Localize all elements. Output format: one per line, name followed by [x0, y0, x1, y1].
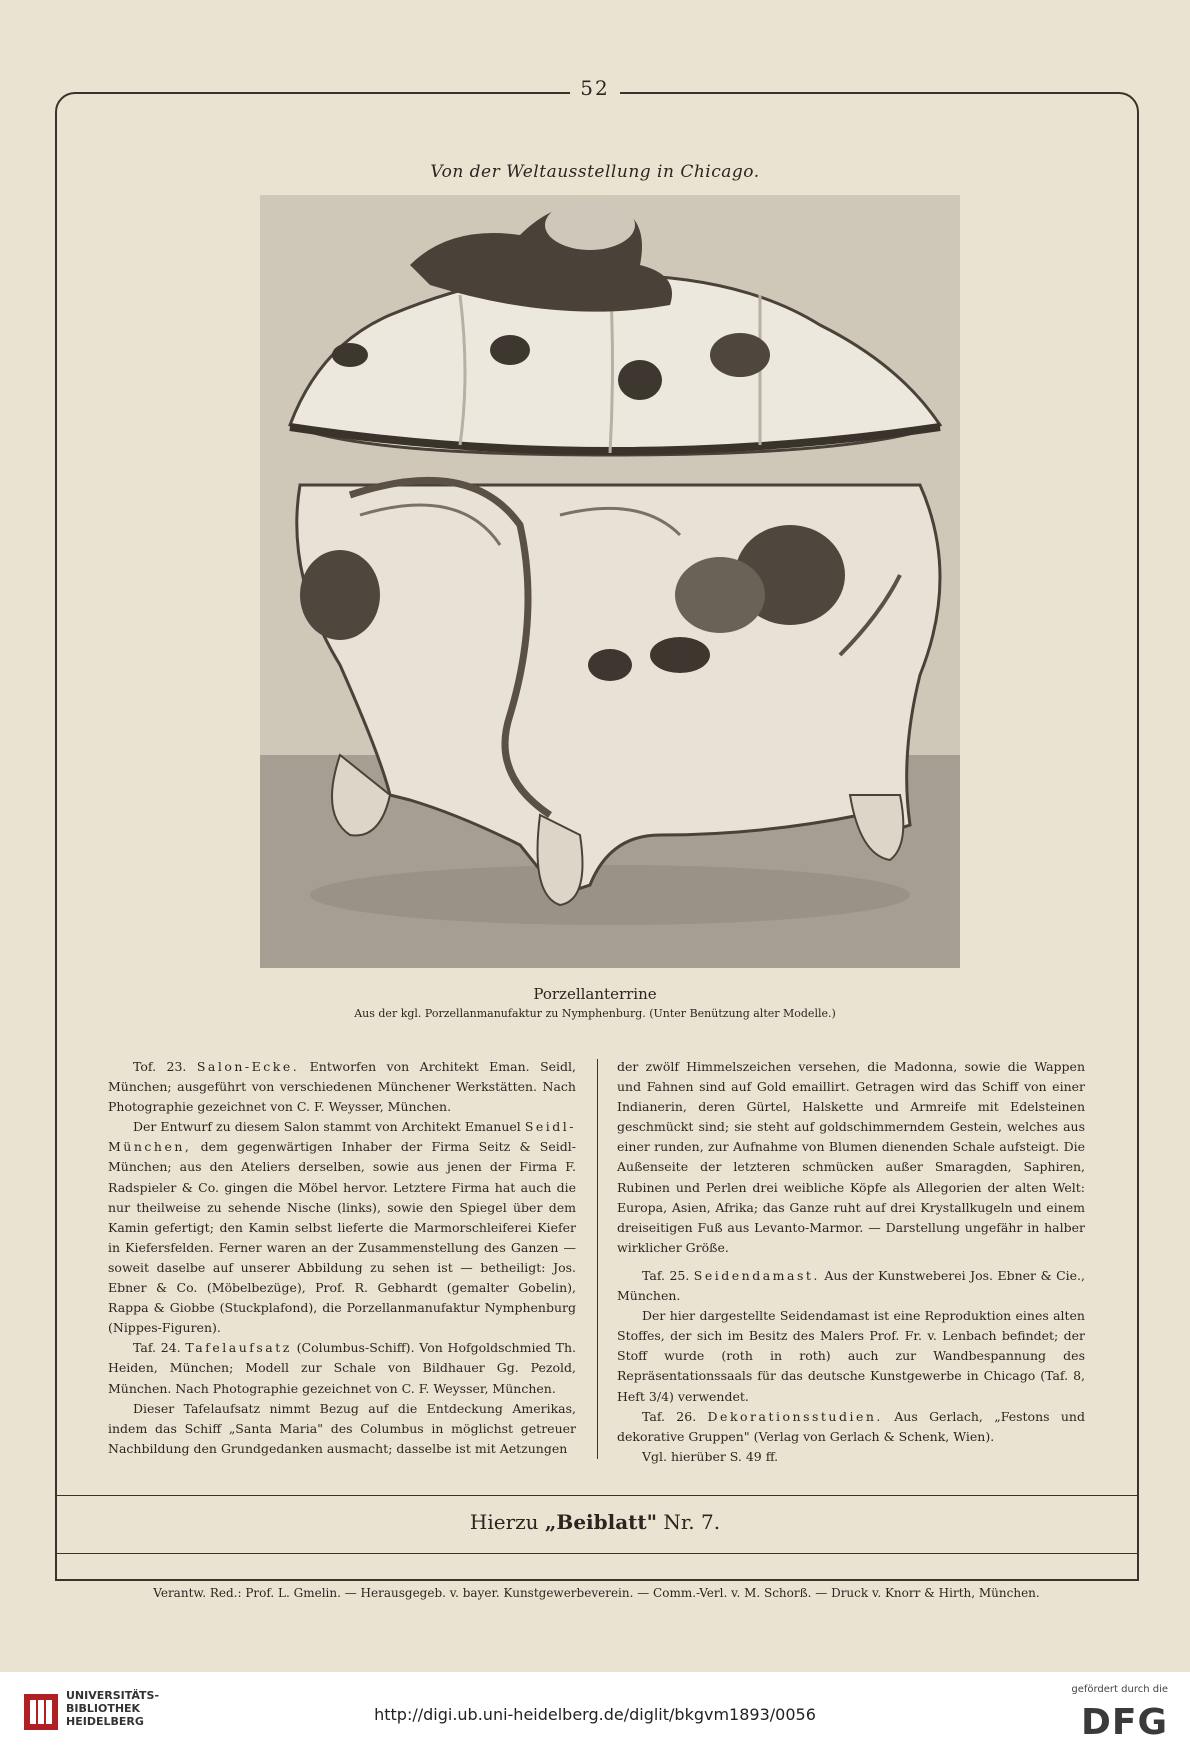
right-column [617, 1057, 1085, 1467]
figure-caption-title: Porzellanterrine [533, 985, 657, 1003]
paragraph: der zwölf Himmelszeichen versehen, die Madonna, sowie die Wappen und Fahnen sind auf Gold emaillirt. Getragen wird das Schiff von einer Indianerin, deren Gürtel, Halskette und Armreife mit Edelsteinen geschmückt sind; sie steht auf goldschimmerndem Gestein, welches aus einer runden, zur Aufnahme von Blumen dienenden Schale aufsteigt. Die Außenseite der letzteren schmücken außer Smaragden, Saphiren, Rubinen und Perlen drei weibliche Köpfe als Allegorien der alten Welt: Europa, Asien, Afrika; das Ganze ruht auf drei Krystallkugeln und einem dreiseitigen Fuß aus Levanto-Marmor. — Darstellung ungefähr in halber wirklicher Größe. [617, 1059, 1085, 1255]
left-column [108, 1057, 576, 1459]
page-number [0, 76, 1190, 100]
paragraph: Vgl. hierüber S. 49 ff. [642, 1448, 779, 1464]
paragraph: Dieser Tafelaufsatz nimmt Bezug auf die Entdeckung Amerikas, indem das Schiff „Santa Maria" des Columbus in möglichst getreuer Nachbildung den Grundgedanken ausmacht; dasselbe ist mit Aetzungen [108, 1400, 576, 1456]
paragraph: Taf. 25. Seidendamast. Aus der Kunstweberei Jos. Ebner & Cie., München. [617, 1267, 1085, 1304]
figure-caption-subtitle: Aus der kgl. Porzellanmanufaktur zu Nymphenburg. (Unter Benützung alter Modelle.) [354, 1007, 836, 1020]
paragraph: Der Entwurf zu diesem Salon stammt von Architekt Emanuel Seidl-München, dem gegenwärtigen Inhaber der Firma Seitz & Seidl-München; aus den Ateliers derselben, sowie aus jenen der Firma F. Radspieler & Co. gingen die Möbel hervor. Letztere Firma hat auch die nur theilweise zu sehende Nische (links), sowie den Spiegel über dem Kamin gefertigt; den Kamin selbst lieferte die Marmorschleiferei Kiefer in Kiefersfelden. Ferner waren an der Zusammenstellung des Ganzen — soweit daselbe auf unserer Abbildung zu sehen ist — betheiligt: Jos. Ebner & Co. (Möbelbezüge), Prof. R. Gebhardt (gemalter Gobelin), Rappa & Giobbe (Stuckplafond), die Porzellanmanufaktur Nymphenburg (Nippes-Figuren). [108, 1119, 576, 1336]
dfg-logo: DFG [1080, 1702, 1168, 1743]
page-number-text: 52 [570, 76, 619, 100]
porcelain-tureen-icon [260, 195, 960, 968]
paragraph: Tof. 23. Salon-Ecke. Entworfen von Architekt Eman. Seidl, München; ausgeführt von verschiedenen Münchener Werkstätten. Nach Photographie gezeichnet von C. F. Weysser, München. [108, 1059, 577, 1115]
divider-rule [55, 1553, 1139, 1554]
supplement-note: Hierzu „Beiblatt" Nr. 7. [469, 1510, 721, 1534]
paragraph: Taf. 26. Dekorationsstudien. Aus Gerlach, „Festons und dekorative Gruppen" (Verlag von Gerlach & Schenk, Wien). [617, 1408, 1085, 1444]
source-url[interactable]: http://digi.ub.uni-heidelberg.de/diglit/bkgvm1893/0056 [374, 1705, 816, 1724]
digitization-footer [0, 1672, 1190, 1757]
text-columns [108, 1057, 1085, 1463]
imprint-line: Verantw. Red.: Prof. L. Gmelin. — Herausgegeb. v. bayer. Kunstgewerbeverein. — Comm.-Verl. v. M. Schorß. — Druck v. Knorr & Hirth, München. [153, 1586, 1040, 1600]
column-divider [597, 1059, 598, 1459]
section-heading: Von der Weltausstellung in Chicago. [430, 162, 760, 182]
library-name: UNIVERSITÄTS- BIBLIOTHEK HEIDELBERG [66, 1689, 160, 1728]
paragraph: Der hier dargestellte Seidendamast ist eine Reproduktion eines alten Stoffes, der sich im Besitz des Malers Prof. Fr. v. Lenbach befindet; der Stoff wurde (roth in roth) auch zur Wandbespannung des Repräsentationssaals für das deutsche Kunstgewerbe in Chicago (Taf. 8, Heft 3/4) verwendet. [617, 1308, 1085, 1404]
divider-rule [55, 1495, 1139, 1496]
funding-note: gefördert durch die [1071, 1684, 1168, 1695]
paragraph: Taf. 24. Tafelaufsatz (Columbus-Schiff). Von Hofgoldschmied Th. Heiden, München; Modell zur Schale von Bildhauer Gg. Pezold, München. Nach Photographie gezeichnet von C. F. Weysser, München. [108, 1340, 576, 1396]
figure-plate [260, 195, 960, 968]
